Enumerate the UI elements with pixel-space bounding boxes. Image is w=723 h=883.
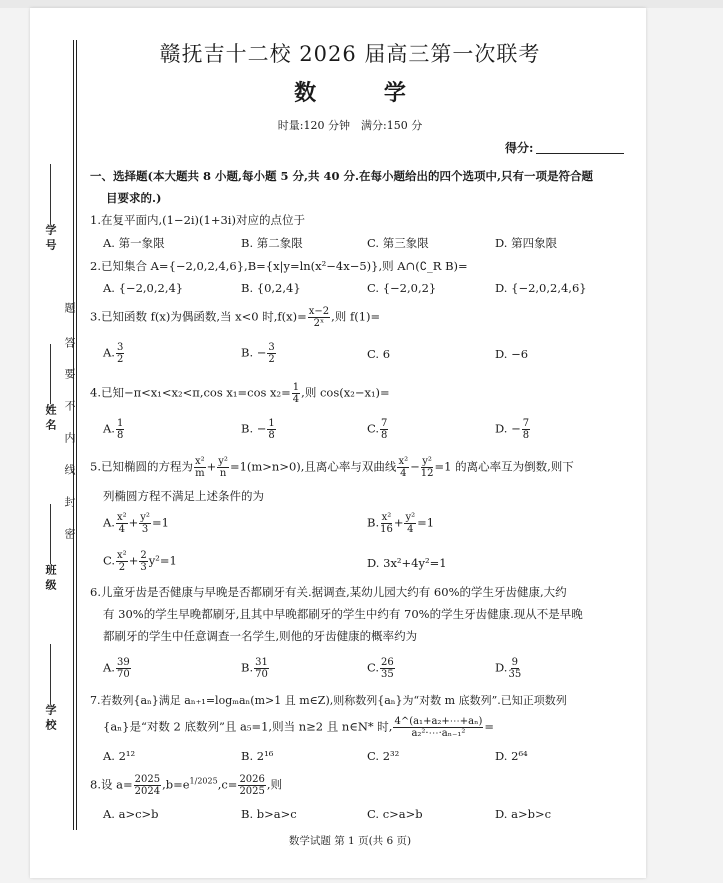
question-1-stem: 1.在复平面内,(1−2i)(1+3i)对应的点位于 <box>90 213 305 227</box>
q7-option-c: C. 2³² <box>367 749 400 763</box>
question-6-line: 6.儿童牙齿是否健康与早晚是否都刷牙有关.据调查,某幼儿园大约有 60%的学生牙齿健康,大约 <box>90 585 567 599</box>
q5-option-b: B. $\frac{\text{x²}}{16}$ + $\frac{\text{y²}}{4}$ =1 <box>367 512 435 535</box>
question-5-stem: 5.已知椭圆的方程为 $\frac{\text{x²}}{m}$ + $\frac{\text{y²}}{n}$ =1(m>n>0),且离心率与双曲线 $\frac{\text{x²}}{4}$ − $\frac{\text{y²}}{12}$ =1 的离心率互为倒数,则下 <box>90 456 574 479</box>
q1-option-d: D. 第四象限 <box>495 236 558 250</box>
q4-option-a: A. $\frac{1}{8}$ <box>103 418 124 441</box>
question-8-stem: 8.设 a= $\frac{2025}{2024}$ $,b=e^{1/2025},c=$ $\frac{2026}{2025}$ ,则 <box>90 774 283 797</box>
q6-option-b: B. $\frac{31}{70}$ <box>241 657 268 680</box>
top-strip <box>0 0 723 8</box>
question-7-line: {aₙ}是“对数 2 底数列”且 a₅=1,则当 n≥2 且 n∈N* 时, $\frac{\text{4\textasciicircum{}(a₁+a₂+⋯+aₙ)}}{\text{a₂²·⋯·aₙ₋₁²}}$ = <box>103 716 495 739</box>
question-6-line: 有 30%的学生早晚都刷牙,且其中早晚都刷牙的学生中约有 70%的学生牙齿健康.现从不是早晚 <box>103 607 583 621</box>
q2-option-d: D. {−2,0,2,4,6} <box>495 281 587 295</box>
q7-stem-fraction: $\frac{\text{4\textasciicircum{}(a₁+a₂+⋯+aₙ)}}{\text{a₂²·⋯·aₙ₋₁²}}$ <box>394 716 483 739</box>
q7-option-a: A. 2¹² <box>103 749 136 763</box>
q3-option-d: D. −6 <box>495 347 529 361</box>
section-heading: 一、选择题(本大题共 8 小题,每小题 5 分,共 40 分.在每小题给出的四个选项中,只有一项是符合题 <box>90 169 593 183</box>
q1-option-a: A. 第一象限 <box>103 236 165 250</box>
exam-title: 赣抚吉十二校 2026 届高三第一次联考 <box>159 42 541 66</box>
seal-char: 内 <box>63 432 76 443</box>
class-field: 班 级 <box>42 500 58 590</box>
q3-option-c: C. 6 <box>367 347 391 361</box>
question-2-stem: 2.已知集合 A={−2,0,2,4,6},B={x|y=ln(x²−4x−5)},则 A∩(∁_R B)= <box>90 259 468 273</box>
q4-stem-fraction: $\frac{1}{4}$ <box>292 382 300 405</box>
q8-option-d: D. a>b>c <box>495 807 552 821</box>
q1-option-c: C. 第三象限 <box>367 236 429 250</box>
q6-option-a: A. $\frac{39}{70}$ <box>103 657 130 680</box>
question-6-line: 都刷牙的学生中任意调查一名学生,则他的牙齿健康的概率约为 <box>103 629 418 643</box>
school-field: 学 校 <box>42 640 58 730</box>
exam-subject: 数 学 <box>294 80 436 106</box>
q2-option-a: A. {−2,0,2,4} <box>103 281 184 295</box>
q4-option-b: B. − $\frac{1}{8}$ <box>241 418 275 441</box>
score-field: 得分: <box>505 139 624 156</box>
question-4-stem: 4.已知−π<x₁<x₂<π,cos x₁=cos x₂= $\frac{1}{4}$ ,则 cos(x₂−x₁)= <box>90 382 390 405</box>
time-info: 时量:120 分钟 满分:150 分 <box>277 119 423 132</box>
q5-option-c: C. $\frac{\text{x²}}{2}$ + $\frac{2}{3}$ y²=1 <box>103 550 177 573</box>
q4-option-d: D. − $\frac{7}{8}$ <box>495 418 530 441</box>
q4-option-c: C. $\frac{7}{8}$ <box>367 418 388 441</box>
seal-char: 答 <box>63 337 76 348</box>
seal-char: 题 <box>63 302 76 313</box>
student-id-field: 学 号 <box>42 160 58 250</box>
q8-option-a: A. a>c>b <box>103 807 159 821</box>
q7-option-d: D. 2⁶⁴ <box>495 749 528 763</box>
section-heading-cont: 目要求的.) <box>106 191 162 205</box>
question-5-stem-cont: 列椭圆方程不满足上述条件的为 <box>103 489 264 503</box>
name-field: 姓 名 <box>42 340 58 430</box>
q2-option-c: C. {−2,0,2} <box>367 281 437 295</box>
q5-option-d: D. 3x²+4y²=1 <box>367 556 447 570</box>
q6-option-c: C. $\frac{26}{35}$ <box>367 657 394 680</box>
q6-option-d: D. $\frac{9}{35}$ <box>495 657 522 680</box>
page-footer: 数学试题 第 1 页(共 6 页) <box>288 835 412 847</box>
q2-option-b: B. {0,2,4} <box>241 281 301 295</box>
q5-option-a: A. $\frac{\text{x²}}{4}$ + $\frac{\text{y²}}{3}$ =1 <box>103 512 169 535</box>
question-7-line: 7.若数列{aₙ}满足 aₙ₊₁=logₘaₙ(m>1 且 m∈Z),则称数列{aₙ}为“对数 m 底数列”.已知正项数列 <box>90 694 567 707</box>
q3-option-b: B. − $\frac{3}{2}$ <box>241 342 275 365</box>
seal-char: 密 <box>63 528 76 539</box>
seal-char: 不 <box>63 400 76 411</box>
q3-stem-fraction: $\frac{x-2}{\text{2ˣ}}$ <box>308 306 330 329</box>
q8-option-b: B. b>a>c <box>241 807 297 821</box>
q3-option-a: A. $\frac{3}{2}$ <box>103 342 124 365</box>
q7-option-b: B. 2¹⁶ <box>241 749 274 763</box>
binding-margin <box>30 40 90 830</box>
seal-char: 封 <box>63 496 76 507</box>
seal-char: 线 <box>63 464 76 475</box>
q1-option-b: B. 第二象限 <box>241 236 303 250</box>
q8-option-c: C. c>a>b <box>367 807 423 821</box>
seal-char: 要 <box>63 368 76 379</box>
question-3-stem: 3.已知函数 f(x)为偶函数,当 x<0 时,f(x)= $\frac{x-2}{\text{2ˣ}}$ ,则 f(1)= <box>90 306 381 329</box>
